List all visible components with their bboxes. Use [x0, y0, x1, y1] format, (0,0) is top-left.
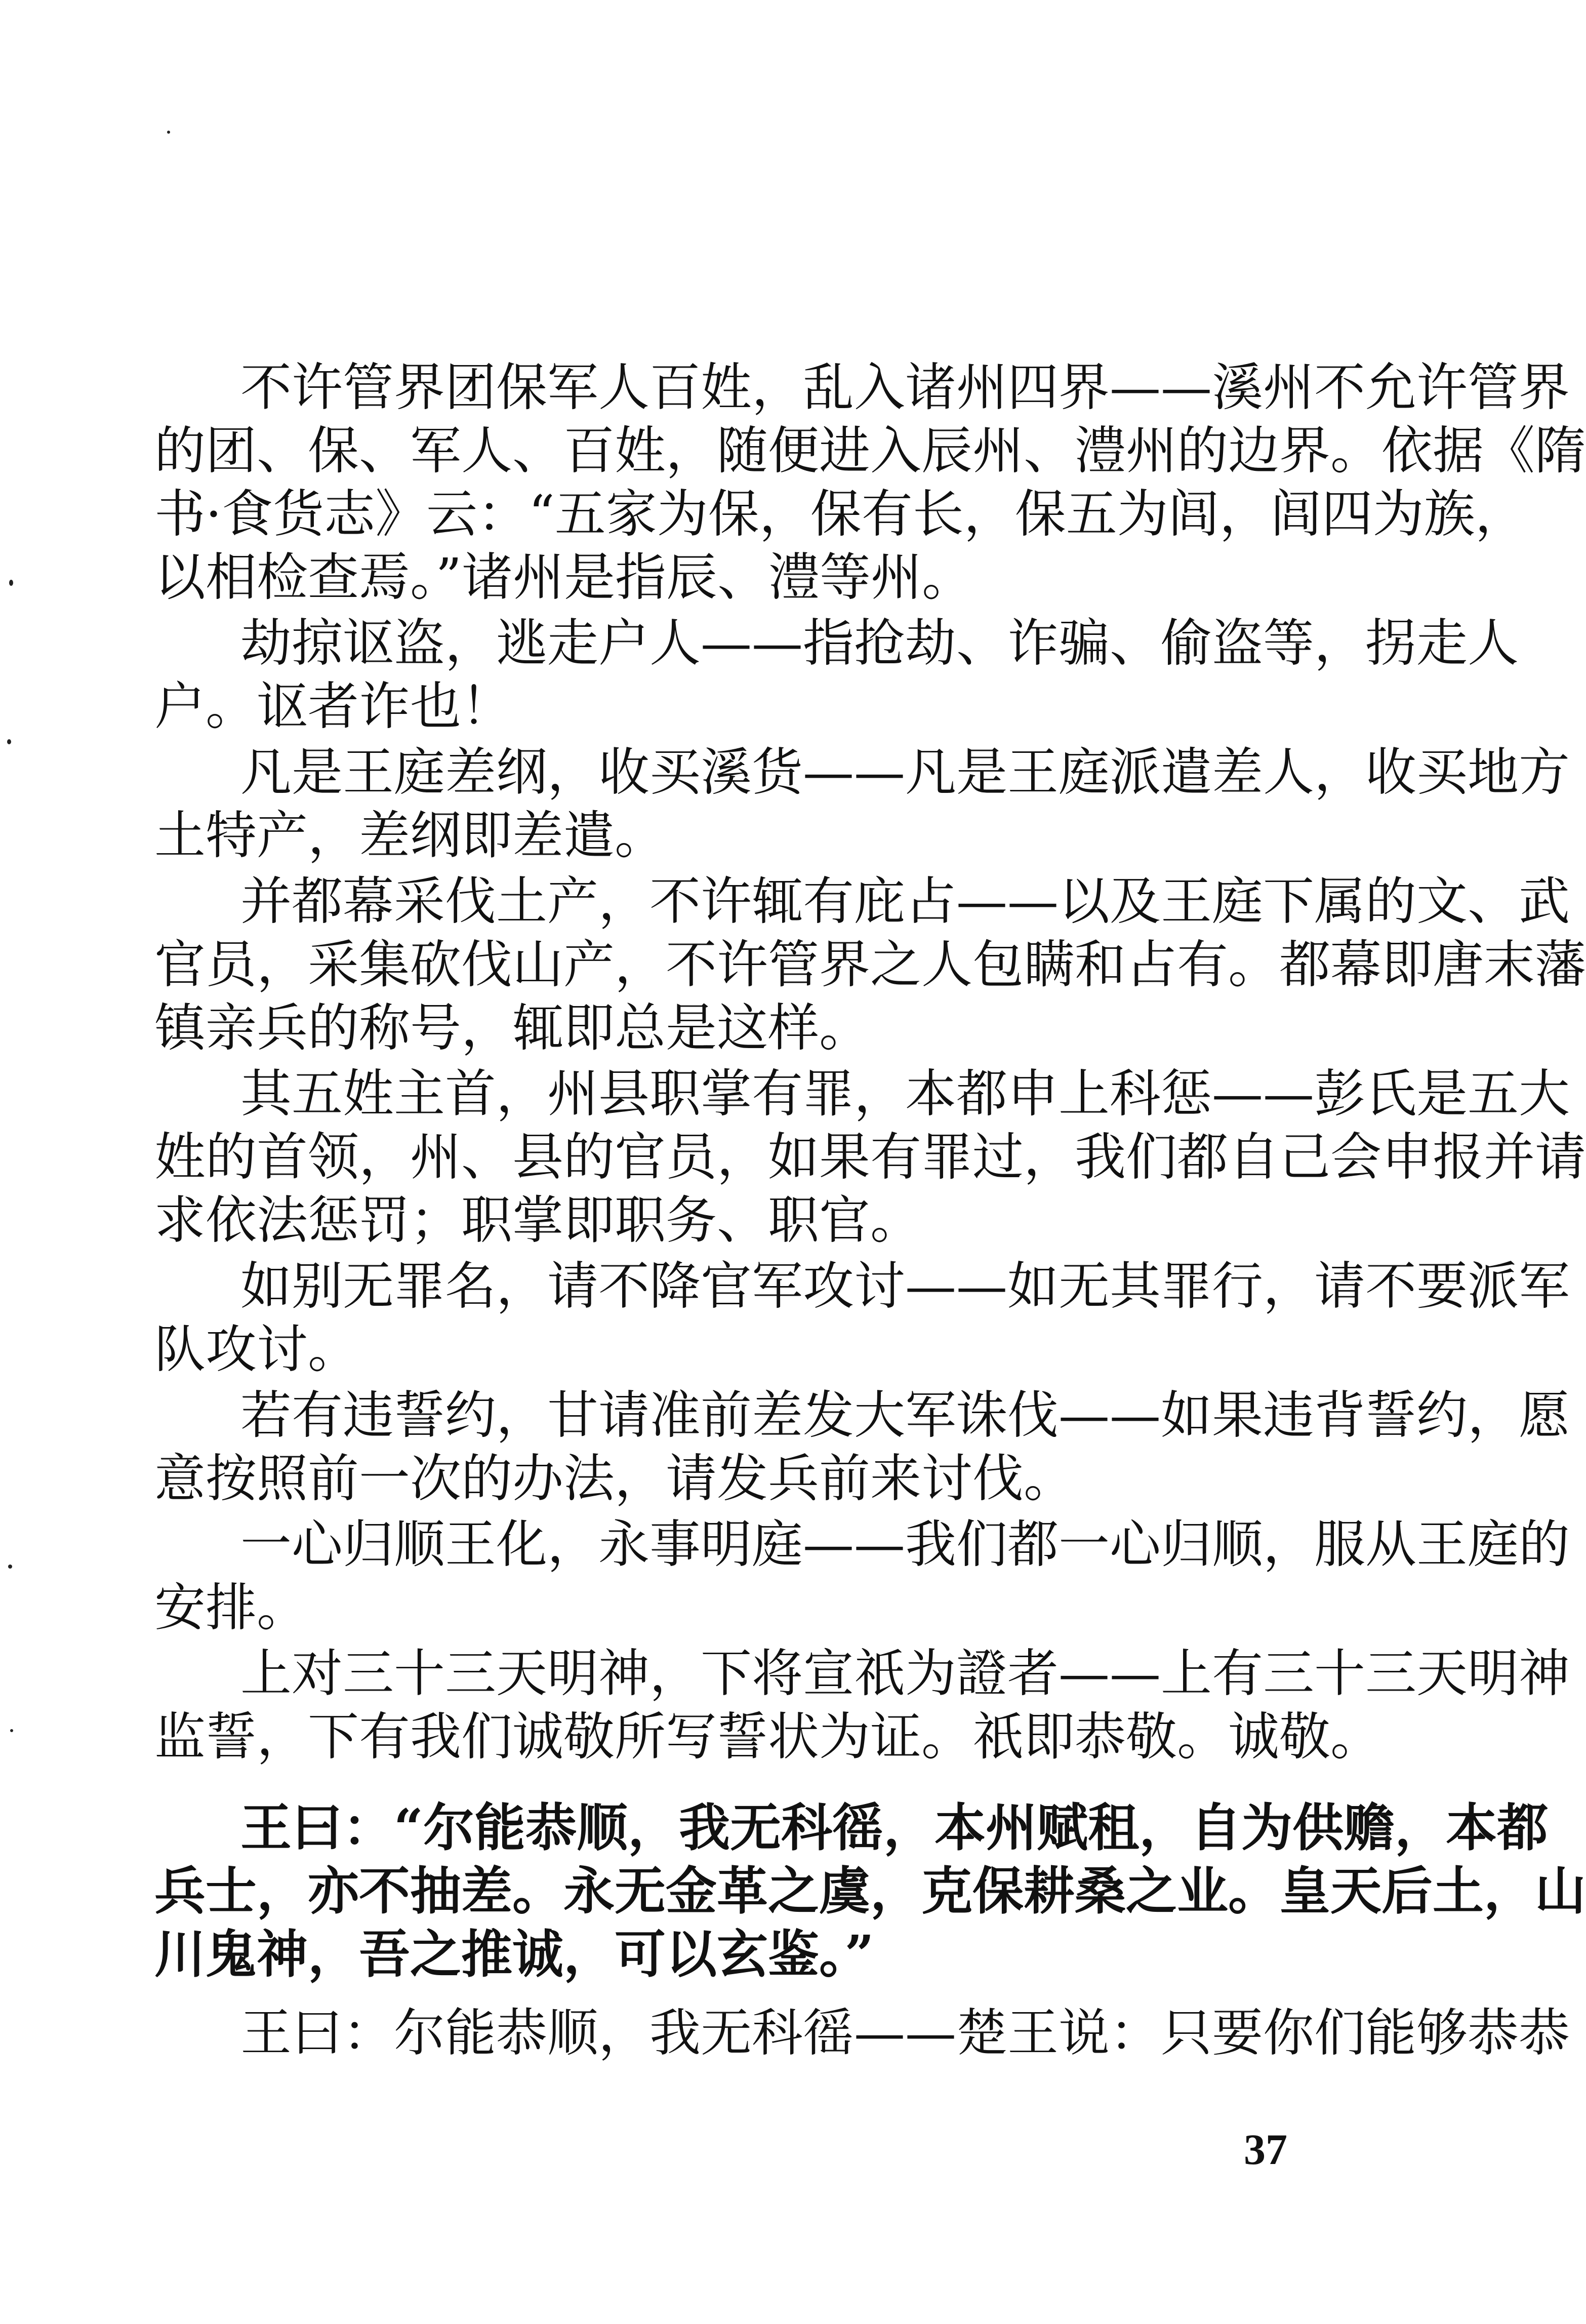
quote-line: 王曰：“尔能恭顺，我无科徭，本州赋租，自为供赡，本都 [240, 1797, 1549, 1858]
quote-line: 川鬼神，吾之推诚，可以玄鉴。” [154, 1924, 874, 1984]
quote-line: 兵士，亦不抽差。永无金革之虞，克保耕桑之业。皇天后土，山 [154, 1861, 1586, 1921]
text-line: 监誓，下有我们诚敬所写誓状为证。祇即恭敬。诚敬。 [154, 1707, 1382, 1767]
scan-speck [8, 1565, 12, 1569]
text-line: 队攻讨。 [154, 1319, 359, 1379]
text-line: 凡是王庭差纲，收买溪货——凡是王庭派遣差人，收买地方 [240, 742, 1570, 802]
text-line: 一心归顺王化，永事明庭——我们都一心归顺，服从王庭的 [240, 1514, 1570, 1574]
text-line: 的团、保、军人、百姓，随便进入辰州、澧州的边界。依据《隋 [154, 421, 1586, 480]
text-line: 不许管界团保军人百姓，乱入诸州四界——溪州不允许管界 [240, 357, 1570, 417]
text-line: 若有违誓约，甘请准前差发大军诛伐——如果违背誓约，愿 [240, 1385, 1570, 1445]
page-number: 37 [1244, 2125, 1287, 2174]
text-line: 官员，采集砍伐山产，不许管界之人包瞒和占有。都幕即唐末藩 [154, 935, 1586, 994]
text-line: 如别无罪名，请不降官军攻讨——如无其罪行，请不要派军 [240, 1256, 1570, 1316]
text-line: 劫掠讴盗，逃走户人——指抢劫、诈骗、偷盗等，拐走人 [240, 613, 1519, 673]
text-line: 并都幕采伐土产，不许辄有庇占——以及王庭下属的文、武 [240, 871, 1570, 931]
text-line: 镇亲兵的称号，辄即总是这样。 [154, 998, 871, 1058]
scan-speck [167, 131, 170, 134]
scan-speck [9, 580, 13, 586]
text-line: 书·食货志》云：“五家为保，保有长，保五为闾，闾四为族， [154, 484, 1526, 544]
text-line: 土特产，差纲即差遣。 [154, 806, 666, 865]
text-line: 意按照前一次的办法，请发兵前来讨伐。 [154, 1449, 1075, 1508]
text-line: 以相检查焉。”诸州是指辰、澧等州。 [154, 547, 973, 607]
text-line: 姓的首领，州、县的官员，如果有罪过，我们都自己会申报并请 [154, 1127, 1586, 1187]
scan-speck [7, 739, 11, 744]
text-line: 户。讴者诈也！ [154, 676, 513, 736]
text-line: 其五姓主首，州县职掌有罪，本都申上科惩——彭氏是五大 [240, 1064, 1570, 1124]
text-line: 王曰：尔能恭顺，我无科徭——楚王说：只要你们能够恭恭 [240, 2003, 1570, 2063]
text-line: 上对三十三天明神，下将宣祇为證者——上有三十三天明神 [240, 1644, 1570, 1703]
scan-speck [10, 1729, 13, 1732]
text-line: 求依法惩罚；职掌即职务、职官。 [154, 1190, 922, 1250]
text-line: 安排。 [154, 1578, 308, 1637]
